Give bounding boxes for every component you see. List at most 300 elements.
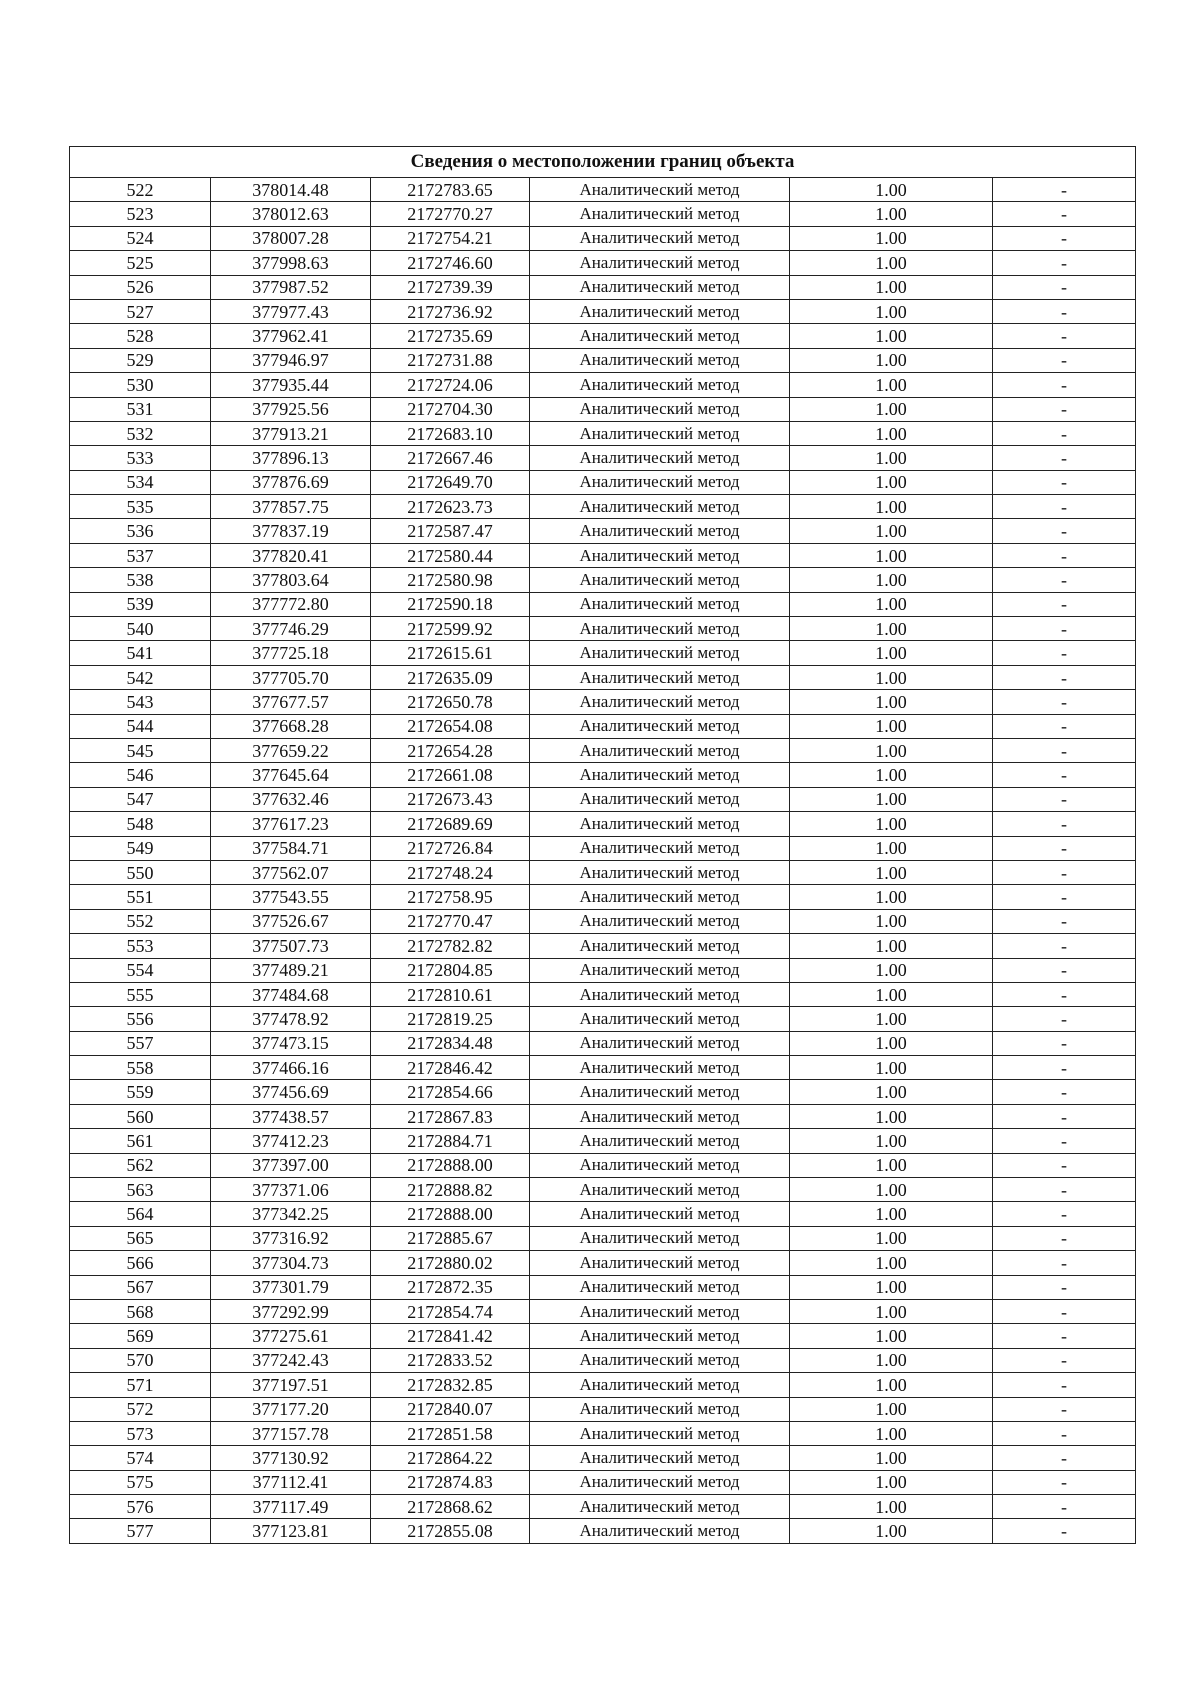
point-number-cell: 551 bbox=[70, 885, 211, 909]
accuracy-cell: 1.00 bbox=[790, 1251, 993, 1275]
y-coordinate-cell: 2172868.62 bbox=[371, 1495, 530, 1519]
description-cell: - bbox=[993, 738, 1136, 762]
point-number-cell: 564 bbox=[70, 1202, 211, 1226]
point-number-cell: 570 bbox=[70, 1348, 211, 1372]
x-coordinate-cell: 377123.81 bbox=[211, 1519, 371, 1543]
point-number-cell: 539 bbox=[70, 592, 211, 616]
table-row bbox=[70, 519, 1136, 543]
table-row bbox=[70, 1007, 1136, 1031]
description-cell: - bbox=[993, 885, 1136, 909]
method-cell: Аналитический метод bbox=[530, 275, 790, 299]
x-coordinate-cell: 377925.56 bbox=[211, 397, 371, 421]
description-cell: - bbox=[993, 178, 1136, 202]
description-cell: - bbox=[993, 226, 1136, 250]
accuracy-cell: 1.00 bbox=[790, 836, 993, 860]
accuracy-cell: 1.00 bbox=[790, 178, 993, 202]
y-coordinate-cell: 2172580.98 bbox=[371, 568, 530, 592]
description-cell: - bbox=[993, 1251, 1136, 1275]
accuracy-cell: 1.00 bbox=[790, 1007, 993, 1031]
method-cell: Аналитический метод bbox=[530, 641, 790, 665]
method-cell: Аналитический метод bbox=[530, 421, 790, 445]
table-body bbox=[70, 178, 1136, 1544]
table-row bbox=[70, 348, 1136, 372]
x-coordinate-cell: 377820.41 bbox=[211, 543, 371, 567]
description-cell: - bbox=[993, 1446, 1136, 1470]
point-number-cell: 560 bbox=[70, 1104, 211, 1128]
accuracy-cell: 1.00 bbox=[790, 1153, 993, 1177]
description-cell: - bbox=[993, 519, 1136, 543]
point-number-cell: 561 bbox=[70, 1129, 211, 1153]
accuracy-cell: 1.00 bbox=[790, 1080, 993, 1104]
x-coordinate-cell: 377998.63 bbox=[211, 251, 371, 275]
point-number-cell: 546 bbox=[70, 763, 211, 787]
point-number-cell: 576 bbox=[70, 1495, 211, 1519]
y-coordinate-cell: 2172689.69 bbox=[371, 812, 530, 836]
point-number-cell: 552 bbox=[70, 909, 211, 933]
x-coordinate-cell: 377876.69 bbox=[211, 470, 371, 494]
y-coordinate-cell: 2172884.71 bbox=[371, 1129, 530, 1153]
method-cell: Аналитический метод bbox=[530, 1299, 790, 1323]
x-coordinate-cell: 377645.64 bbox=[211, 763, 371, 787]
table-row bbox=[70, 226, 1136, 250]
description-cell: - bbox=[993, 495, 1136, 519]
accuracy-cell: 1.00 bbox=[790, 641, 993, 665]
y-coordinate-cell: 2172661.08 bbox=[371, 763, 530, 787]
description-cell: - bbox=[993, 275, 1136, 299]
accuracy-cell: 1.00 bbox=[790, 519, 993, 543]
point-number-cell: 553 bbox=[70, 934, 211, 958]
method-cell: Аналитический метод bbox=[530, 1373, 790, 1397]
accuracy-cell: 1.00 bbox=[790, 787, 993, 811]
method-cell: Аналитический метод bbox=[530, 909, 790, 933]
accuracy-cell: 1.00 bbox=[790, 226, 993, 250]
accuracy-cell: 1.00 bbox=[790, 812, 993, 836]
point-number-cell: 557 bbox=[70, 1031, 211, 1055]
x-coordinate-cell: 377397.00 bbox=[211, 1153, 371, 1177]
accuracy-cell: 1.00 bbox=[790, 1104, 993, 1128]
table-row bbox=[70, 324, 1136, 348]
description-cell: - bbox=[993, 1275, 1136, 1299]
point-number-cell: 525 bbox=[70, 251, 211, 275]
x-coordinate-cell: 377484.68 bbox=[211, 982, 371, 1006]
y-coordinate-cell: 2172885.67 bbox=[371, 1226, 530, 1250]
y-coordinate-cell: 2172855.08 bbox=[371, 1519, 530, 1543]
table-title-row bbox=[70, 147, 1136, 178]
table-row bbox=[70, 690, 1136, 714]
table-row bbox=[70, 714, 1136, 738]
table-row bbox=[70, 1446, 1136, 1470]
y-coordinate-cell: 2172580.44 bbox=[371, 543, 530, 567]
x-coordinate-cell: 377617.23 bbox=[211, 812, 371, 836]
x-coordinate-cell: 377157.78 bbox=[211, 1421, 371, 1445]
description-cell: - bbox=[993, 1104, 1136, 1128]
point-number-cell: 556 bbox=[70, 1007, 211, 1031]
accuracy-cell: 1.00 bbox=[790, 397, 993, 421]
x-coordinate-cell: 377896.13 bbox=[211, 446, 371, 470]
y-coordinate-cell: 2172654.28 bbox=[371, 738, 530, 762]
method-cell: Аналитический метод bbox=[530, 1495, 790, 1519]
point-number-cell: 542 bbox=[70, 665, 211, 689]
accuracy-cell: 1.00 bbox=[790, 1519, 993, 1543]
x-coordinate-cell: 377584.71 bbox=[211, 836, 371, 860]
accuracy-cell: 1.00 bbox=[790, 446, 993, 470]
accuracy-cell: 1.00 bbox=[790, 1031, 993, 1055]
method-cell: Аналитический метод bbox=[530, 226, 790, 250]
x-coordinate-cell: 377962.41 bbox=[211, 324, 371, 348]
method-cell: Аналитический метод bbox=[530, 543, 790, 567]
accuracy-cell: 1.00 bbox=[790, 958, 993, 982]
x-coordinate-cell: 378014.48 bbox=[211, 178, 371, 202]
description-cell: - bbox=[993, 812, 1136, 836]
x-coordinate-cell: 377677.57 bbox=[211, 690, 371, 714]
y-coordinate-cell: 2172804.85 bbox=[371, 958, 530, 982]
method-cell: Аналитический метод bbox=[530, 763, 790, 787]
x-coordinate-cell: 377112.41 bbox=[211, 1470, 371, 1494]
x-coordinate-cell: 377478.92 bbox=[211, 1007, 371, 1031]
table-row bbox=[70, 1348, 1136, 1372]
x-coordinate-cell: 377705.70 bbox=[211, 665, 371, 689]
point-number-cell: 530 bbox=[70, 373, 211, 397]
description-cell: - bbox=[993, 397, 1136, 421]
table-row bbox=[70, 1080, 1136, 1104]
point-number-cell: 548 bbox=[70, 812, 211, 836]
method-cell: Аналитический метод bbox=[530, 202, 790, 226]
point-number-cell: 574 bbox=[70, 1446, 211, 1470]
table-row bbox=[70, 1202, 1136, 1226]
method-cell: Аналитический метод bbox=[530, 1421, 790, 1445]
x-coordinate-cell: 377946.97 bbox=[211, 348, 371, 372]
method-cell: Аналитический метод bbox=[530, 470, 790, 494]
x-coordinate-cell: 378012.63 bbox=[211, 202, 371, 226]
y-coordinate-cell: 2172783.65 bbox=[371, 178, 530, 202]
x-coordinate-cell: 377772.80 bbox=[211, 592, 371, 616]
accuracy-cell: 1.00 bbox=[790, 1495, 993, 1519]
x-coordinate-cell: 377543.55 bbox=[211, 885, 371, 909]
description-cell: - bbox=[993, 1080, 1136, 1104]
y-coordinate-cell: 2172770.27 bbox=[371, 202, 530, 226]
description-cell: - bbox=[993, 982, 1136, 1006]
x-coordinate-cell: 377342.25 bbox=[211, 1202, 371, 1226]
point-number-cell: 575 bbox=[70, 1470, 211, 1494]
method-cell: Аналитический метод bbox=[530, 1202, 790, 1226]
y-coordinate-cell: 2172683.10 bbox=[371, 421, 530, 445]
point-number-cell: 554 bbox=[70, 958, 211, 982]
y-coordinate-cell: 2172615.61 bbox=[371, 641, 530, 665]
description-cell: - bbox=[993, 348, 1136, 372]
y-coordinate-cell: 2172623.73 bbox=[371, 495, 530, 519]
table-row bbox=[70, 763, 1136, 787]
y-coordinate-cell: 2172846.42 bbox=[371, 1056, 530, 1080]
y-coordinate-cell: 2172832.85 bbox=[371, 1373, 530, 1397]
accuracy-cell: 1.00 bbox=[790, 763, 993, 787]
y-coordinate-cell: 2172880.02 bbox=[371, 1251, 530, 1275]
x-coordinate-cell: 377177.20 bbox=[211, 1397, 371, 1421]
y-coordinate-cell: 2172840.07 bbox=[371, 1397, 530, 1421]
x-coordinate-cell: 377292.99 bbox=[211, 1299, 371, 1323]
y-coordinate-cell: 2172746.60 bbox=[371, 251, 530, 275]
point-number-cell: 540 bbox=[70, 617, 211, 641]
x-coordinate-cell: 377977.43 bbox=[211, 299, 371, 323]
table-row bbox=[70, 1519, 1136, 1543]
table-row bbox=[70, 1056, 1136, 1080]
description-cell: - bbox=[993, 1056, 1136, 1080]
description-cell: - bbox=[993, 592, 1136, 616]
method-cell: Аналитический метод bbox=[530, 1129, 790, 1153]
table-row bbox=[70, 178, 1136, 202]
table-row bbox=[70, 958, 1136, 982]
y-coordinate-cell: 2172587.47 bbox=[371, 519, 530, 543]
accuracy-cell: 1.00 bbox=[790, 1275, 993, 1299]
table-row bbox=[70, 860, 1136, 884]
point-number-cell: 541 bbox=[70, 641, 211, 665]
description-cell: - bbox=[993, 909, 1136, 933]
table-row bbox=[70, 397, 1136, 421]
table-row bbox=[70, 568, 1136, 592]
table-row bbox=[70, 1104, 1136, 1128]
table-row bbox=[70, 885, 1136, 909]
y-coordinate-cell: 2172834.48 bbox=[371, 1031, 530, 1055]
y-coordinate-cell: 2172704.30 bbox=[371, 397, 530, 421]
method-cell: Аналитический метод bbox=[530, 251, 790, 275]
description-cell: - bbox=[993, 446, 1136, 470]
table-row bbox=[70, 1373, 1136, 1397]
method-cell: Аналитический метод bbox=[530, 958, 790, 982]
x-coordinate-cell: 377725.18 bbox=[211, 641, 371, 665]
method-cell: Аналитический метод bbox=[530, 495, 790, 519]
y-coordinate-cell: 2172758.95 bbox=[371, 885, 530, 909]
method-cell: Аналитический метод bbox=[530, 812, 790, 836]
point-number-cell: 528 bbox=[70, 324, 211, 348]
method-cell: Аналитический метод bbox=[530, 1178, 790, 1202]
description-cell: - bbox=[993, 836, 1136, 860]
y-coordinate-cell: 2172736.92 bbox=[371, 299, 530, 323]
x-coordinate-cell: 377438.57 bbox=[211, 1104, 371, 1128]
method-cell: Аналитический метод bbox=[530, 1324, 790, 1348]
accuracy-cell: 1.00 bbox=[790, 251, 993, 275]
point-number-cell: 537 bbox=[70, 543, 211, 567]
x-coordinate-cell: 377746.29 bbox=[211, 617, 371, 641]
x-coordinate-cell: 377857.75 bbox=[211, 495, 371, 519]
method-cell: Аналитический метод bbox=[530, 1470, 790, 1494]
description-cell: - bbox=[993, 1153, 1136, 1177]
accuracy-cell: 1.00 bbox=[790, 982, 993, 1006]
description-cell: - bbox=[993, 568, 1136, 592]
accuracy-cell: 1.00 bbox=[790, 1129, 993, 1153]
method-cell: Аналитический метод bbox=[530, 1275, 790, 1299]
accuracy-cell: 1.00 bbox=[790, 1226, 993, 1250]
description-cell: - bbox=[993, 958, 1136, 982]
x-coordinate-cell: 377456.69 bbox=[211, 1080, 371, 1104]
method-cell: Аналитический метод bbox=[530, 1153, 790, 1177]
method-cell: Аналитический метод bbox=[530, 934, 790, 958]
description-cell: - bbox=[993, 421, 1136, 445]
y-coordinate-cell: 2172726.84 bbox=[371, 836, 530, 860]
y-coordinate-cell: 2172810.61 bbox=[371, 982, 530, 1006]
x-coordinate-cell: 377632.46 bbox=[211, 787, 371, 811]
table-title: Сведения о местоположении границ объекта bbox=[70, 147, 1136, 178]
y-coordinate-cell: 2172649.70 bbox=[371, 470, 530, 494]
description-cell: - bbox=[993, 1129, 1136, 1153]
point-number-cell: 562 bbox=[70, 1153, 211, 1177]
y-coordinate-cell: 2172867.83 bbox=[371, 1104, 530, 1128]
x-coordinate-cell: 377507.73 bbox=[211, 934, 371, 958]
description-cell: - bbox=[993, 787, 1136, 811]
method-cell: Аналитический метод bbox=[530, 1056, 790, 1080]
point-number-cell: 571 bbox=[70, 1373, 211, 1397]
table-row bbox=[70, 641, 1136, 665]
accuracy-cell: 1.00 bbox=[790, 1202, 993, 1226]
table-row bbox=[70, 1153, 1136, 1177]
description-cell: - bbox=[993, 1178, 1136, 1202]
x-coordinate-cell: 377837.19 bbox=[211, 519, 371, 543]
table-row bbox=[70, 1324, 1136, 1348]
description-cell: - bbox=[993, 1007, 1136, 1031]
table-row bbox=[70, 836, 1136, 860]
table-row bbox=[70, 299, 1136, 323]
method-cell: Аналитический метод bbox=[530, 299, 790, 323]
x-coordinate-cell: 377371.06 bbox=[211, 1178, 371, 1202]
description-cell: - bbox=[993, 299, 1136, 323]
description-cell: - bbox=[993, 690, 1136, 714]
x-coordinate-cell: 377913.21 bbox=[211, 421, 371, 445]
x-coordinate-cell: 377466.16 bbox=[211, 1056, 371, 1080]
accuracy-cell: 1.00 bbox=[790, 324, 993, 348]
accuracy-cell: 1.00 bbox=[790, 665, 993, 689]
y-coordinate-cell: 2172841.42 bbox=[371, 1324, 530, 1348]
description-cell: - bbox=[993, 1373, 1136, 1397]
table-row bbox=[70, 812, 1136, 836]
y-coordinate-cell: 2172782.82 bbox=[371, 934, 530, 958]
point-number-cell: 573 bbox=[70, 1421, 211, 1445]
y-coordinate-cell: 2172888.00 bbox=[371, 1202, 530, 1226]
method-cell: Аналитический метод bbox=[530, 665, 790, 689]
table-row bbox=[70, 1178, 1136, 1202]
point-number-cell: 555 bbox=[70, 982, 211, 1006]
description-cell: - bbox=[993, 1495, 1136, 1519]
point-number-cell: 567 bbox=[70, 1275, 211, 1299]
y-coordinate-cell: 2172748.24 bbox=[371, 860, 530, 884]
description-cell: - bbox=[993, 1470, 1136, 1494]
method-cell: Аналитический метод bbox=[530, 1031, 790, 1055]
accuracy-cell: 1.00 bbox=[790, 934, 993, 958]
y-coordinate-cell: 2172667.46 bbox=[371, 446, 530, 470]
method-cell: Аналитический метод bbox=[530, 519, 790, 543]
point-number-cell: 533 bbox=[70, 446, 211, 470]
accuracy-cell: 1.00 bbox=[790, 909, 993, 933]
x-coordinate-cell: 378007.28 bbox=[211, 226, 371, 250]
table-row bbox=[70, 1129, 1136, 1153]
method-cell: Аналитический метод bbox=[530, 1226, 790, 1250]
y-coordinate-cell: 2172739.39 bbox=[371, 275, 530, 299]
method-cell: Аналитический метод bbox=[530, 568, 790, 592]
y-coordinate-cell: 2172673.43 bbox=[371, 787, 530, 811]
point-number-cell: 566 bbox=[70, 1251, 211, 1275]
table-row bbox=[70, 446, 1136, 470]
point-number-cell: 577 bbox=[70, 1519, 211, 1543]
y-coordinate-cell: 2172731.88 bbox=[371, 348, 530, 372]
point-number-cell: 524 bbox=[70, 226, 211, 250]
accuracy-cell: 1.00 bbox=[790, 543, 993, 567]
x-coordinate-cell: 377562.07 bbox=[211, 860, 371, 884]
x-coordinate-cell: 377197.51 bbox=[211, 1373, 371, 1397]
accuracy-cell: 1.00 bbox=[790, 885, 993, 909]
boundary-coordinates-table bbox=[69, 146, 1136, 1544]
y-coordinate-cell: 2172735.69 bbox=[371, 324, 530, 348]
method-cell: Аналитический метод bbox=[530, 860, 790, 884]
table-row bbox=[70, 275, 1136, 299]
table-row bbox=[70, 1421, 1136, 1445]
method-cell: Аналитический метод bbox=[530, 690, 790, 714]
table-row bbox=[70, 1397, 1136, 1421]
point-number-cell: 536 bbox=[70, 519, 211, 543]
method-cell: Аналитический метод bbox=[530, 1251, 790, 1275]
accuracy-cell: 1.00 bbox=[790, 348, 993, 372]
point-number-cell: 563 bbox=[70, 1178, 211, 1202]
accuracy-cell: 1.00 bbox=[790, 470, 993, 494]
method-cell: Аналитический метод bbox=[530, 397, 790, 421]
y-coordinate-cell: 2172851.58 bbox=[371, 1421, 530, 1445]
y-coordinate-cell: 2172854.66 bbox=[371, 1080, 530, 1104]
accuracy-cell: 1.00 bbox=[790, 421, 993, 445]
y-coordinate-cell: 2172650.78 bbox=[371, 690, 530, 714]
point-number-cell: 529 bbox=[70, 348, 211, 372]
description-cell: - bbox=[993, 1299, 1136, 1323]
method-cell: Аналитический метод bbox=[530, 787, 790, 811]
method-cell: Аналитический метод bbox=[530, 1080, 790, 1104]
description-cell: - bbox=[993, 934, 1136, 958]
y-coordinate-cell: 2172590.18 bbox=[371, 592, 530, 616]
table-row bbox=[70, 251, 1136, 275]
method-cell: Аналитический метод bbox=[530, 446, 790, 470]
y-coordinate-cell: 2172888.00 bbox=[371, 1153, 530, 1177]
accuracy-cell: 1.00 bbox=[790, 1178, 993, 1202]
accuracy-cell: 1.00 bbox=[790, 1373, 993, 1397]
method-cell: Аналитический метод bbox=[530, 1519, 790, 1543]
description-cell: - bbox=[993, 1397, 1136, 1421]
description-cell: - bbox=[993, 641, 1136, 665]
description-cell: - bbox=[993, 665, 1136, 689]
accuracy-cell: 1.00 bbox=[790, 738, 993, 762]
x-coordinate-cell: 377304.73 bbox=[211, 1251, 371, 1275]
method-cell: Аналитический метод bbox=[530, 1348, 790, 1372]
description-cell: - bbox=[993, 543, 1136, 567]
point-number-cell: 572 bbox=[70, 1397, 211, 1421]
x-coordinate-cell: 377668.28 bbox=[211, 714, 371, 738]
accuracy-cell: 1.00 bbox=[790, 860, 993, 884]
accuracy-cell: 1.00 bbox=[790, 299, 993, 323]
point-number-cell: 522 bbox=[70, 178, 211, 202]
accuracy-cell: 1.00 bbox=[790, 1470, 993, 1494]
accuracy-cell: 1.00 bbox=[790, 714, 993, 738]
y-coordinate-cell: 2172724.06 bbox=[371, 373, 530, 397]
method-cell: Аналитический метод bbox=[530, 885, 790, 909]
point-number-cell: 538 bbox=[70, 568, 211, 592]
table-row bbox=[70, 495, 1136, 519]
accuracy-cell: 1.00 bbox=[790, 495, 993, 519]
x-coordinate-cell: 377526.67 bbox=[211, 909, 371, 933]
point-number-cell: 558 bbox=[70, 1056, 211, 1080]
description-cell: - bbox=[993, 324, 1136, 348]
point-number-cell: 531 bbox=[70, 397, 211, 421]
description-cell: - bbox=[993, 1519, 1136, 1543]
y-coordinate-cell: 2172599.92 bbox=[371, 617, 530, 641]
x-coordinate-cell: 377473.15 bbox=[211, 1031, 371, 1055]
x-coordinate-cell: 377117.49 bbox=[211, 1495, 371, 1519]
description-cell: - bbox=[993, 714, 1136, 738]
point-number-cell: 535 bbox=[70, 495, 211, 519]
y-coordinate-cell: 2172864.22 bbox=[371, 1446, 530, 1470]
method-cell: Аналитический метод bbox=[530, 1007, 790, 1031]
